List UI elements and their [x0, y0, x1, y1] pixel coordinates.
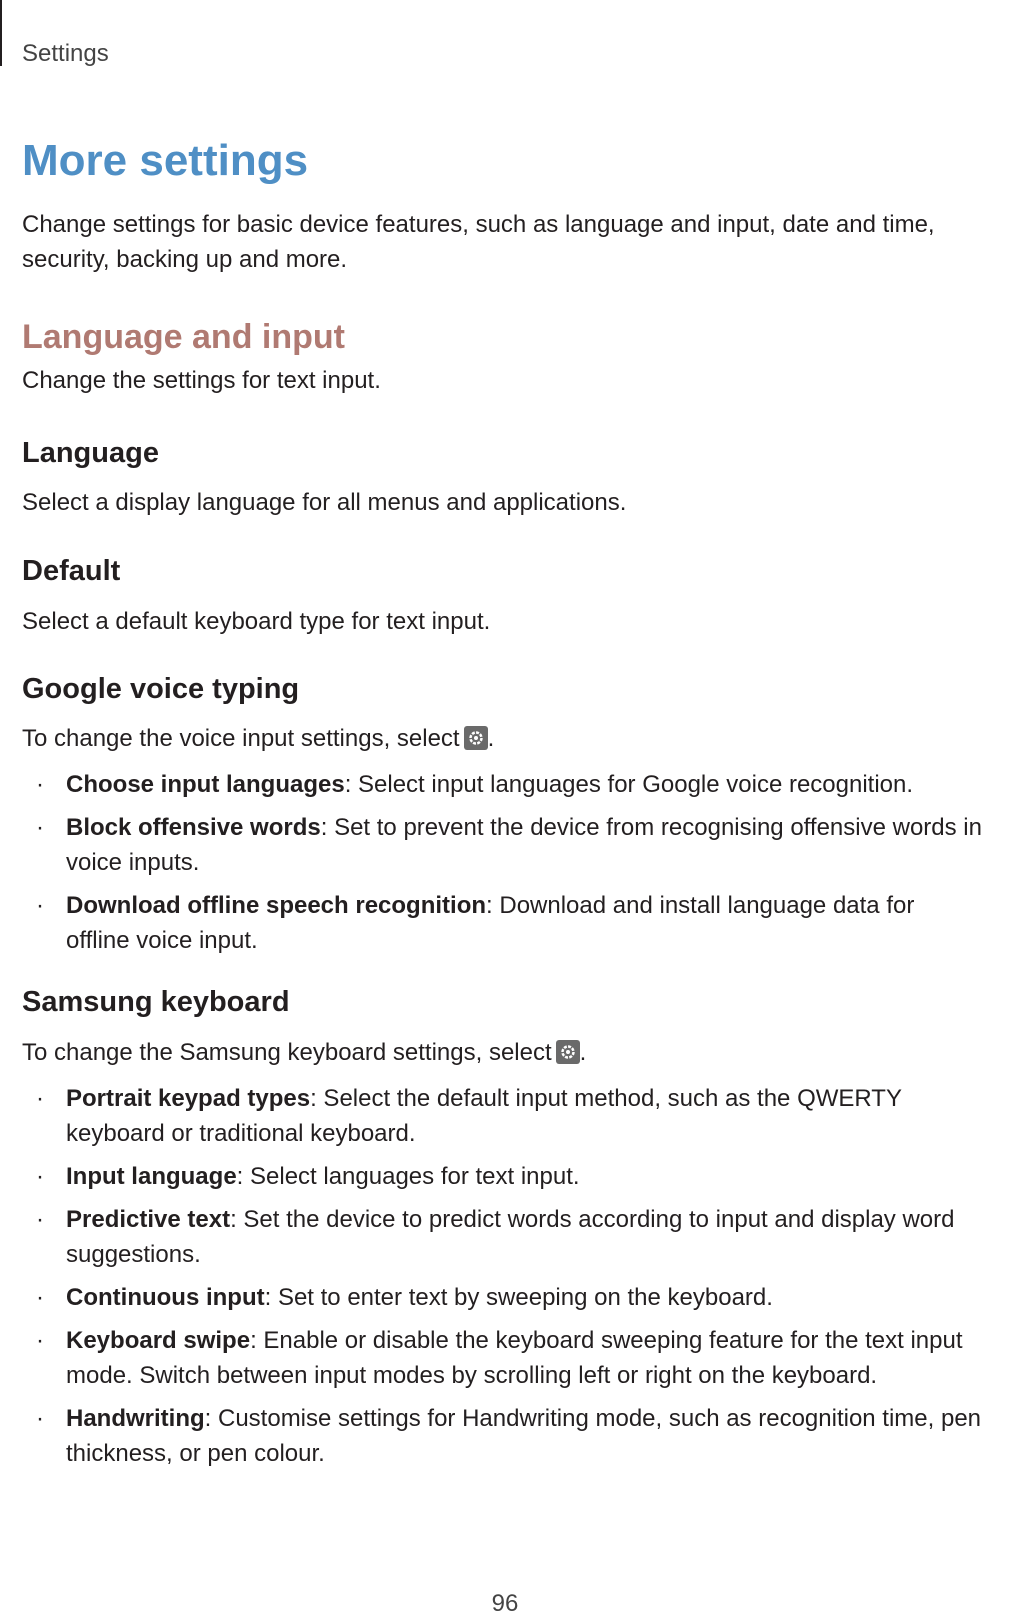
samsung-keyboard-options: [22, 1081, 982, 1479]
list-item: [22, 1323, 982, 1393]
option-description: : Enable or disable the keyboard sweeping feature for the text input mode. Switch between input modes by scrolling left or right on the keyboard.: [66, 1327, 963, 1389]
option-description: : Set to enter text by sweeping on the keyboard.: [264, 1284, 773, 1311]
option-description: : Customise settings for Handwriting mode, such as recognition time, pen thickness, or pen colour.: [66, 1405, 982, 1467]
list-item: [22, 810, 982, 880]
option-term: Block offensive words: [66, 814, 321, 841]
option-term: Input language: [66, 1163, 237, 1190]
intro-paragraph: Change settings for basic device features, such as language and input, date and time, security, backing up and more.: [22, 211, 935, 273]
gear-icon: [556, 1040, 580, 1064]
option-term: Continuous input: [66, 1284, 265, 1311]
default-heading: Default: [22, 555, 121, 587]
option-description: : Select the default input method, such as the QWERTY keyboard or traditional keyboard.: [66, 1085, 902, 1147]
list-item: [22, 767, 982, 802]
samsung-keyboard-period: .: [579, 1039, 587, 1066]
option-description: : Download and install language data for offline voice input.: [66, 892, 915, 954]
google-voice-text: [22, 721, 494, 756]
running-header: Settings: [22, 40, 109, 67]
list-item: [22, 1280, 982, 1315]
samsung-keyboard-heading: Samsung keyboard: [22, 986, 290, 1018]
google-voice-options: [22, 767, 982, 966]
option-term: Handwriting: [66, 1405, 205, 1432]
page-number: 96: [491, 1590, 519, 1617]
google-voice-heading: Google voice typing: [22, 673, 300, 705]
option-description: : Select languages for text input.: [236, 1163, 580, 1190]
section-title: Language and input: [22, 318, 345, 356]
page-title: More settings: [22, 136, 309, 185]
list-item: [22, 1081, 982, 1151]
google-voice-instruction: To change the voice input settings, select: [22, 725, 460, 752]
option-term: Predictive text: [66, 1206, 231, 1233]
list-item: [22, 888, 982, 958]
option-description: : Set to prevent the device from recognising offensive words in voice inputs.: [66, 814, 982, 876]
samsung-keyboard-instruction: To change the Samsung keyboard settings, select: [22, 1039, 552, 1066]
option-term: Choose input languages: [66, 771, 345, 798]
samsung-keyboard-text: [22, 1035, 586, 1070]
option-description: : Select input languages for Google voice recognition.: [344, 771, 914, 798]
list-item: [22, 1401, 982, 1471]
list-item: [22, 1159, 982, 1194]
default-text: Select a default keyboard type for text input.: [22, 608, 491, 635]
option-term: Keyboard swipe: [66, 1327, 251, 1354]
section-description: Change the settings for text input.: [22, 367, 381, 394]
list-item: [22, 1202, 982, 1272]
language-heading: Language: [22, 437, 159, 469]
option-term: Download offline speech recognition: [66, 892, 487, 919]
gear-icon: [464, 726, 488, 750]
language-text: Select a display language for all menus and applications.: [22, 489, 627, 516]
option-term: Portrait keypad types: [66, 1085, 311, 1112]
page-edge-rule: [0, 0, 2, 66]
option-description: : Set the device to predict words according to input and display word suggestions.: [66, 1206, 955, 1268]
google-voice-period: .: [487, 725, 495, 752]
